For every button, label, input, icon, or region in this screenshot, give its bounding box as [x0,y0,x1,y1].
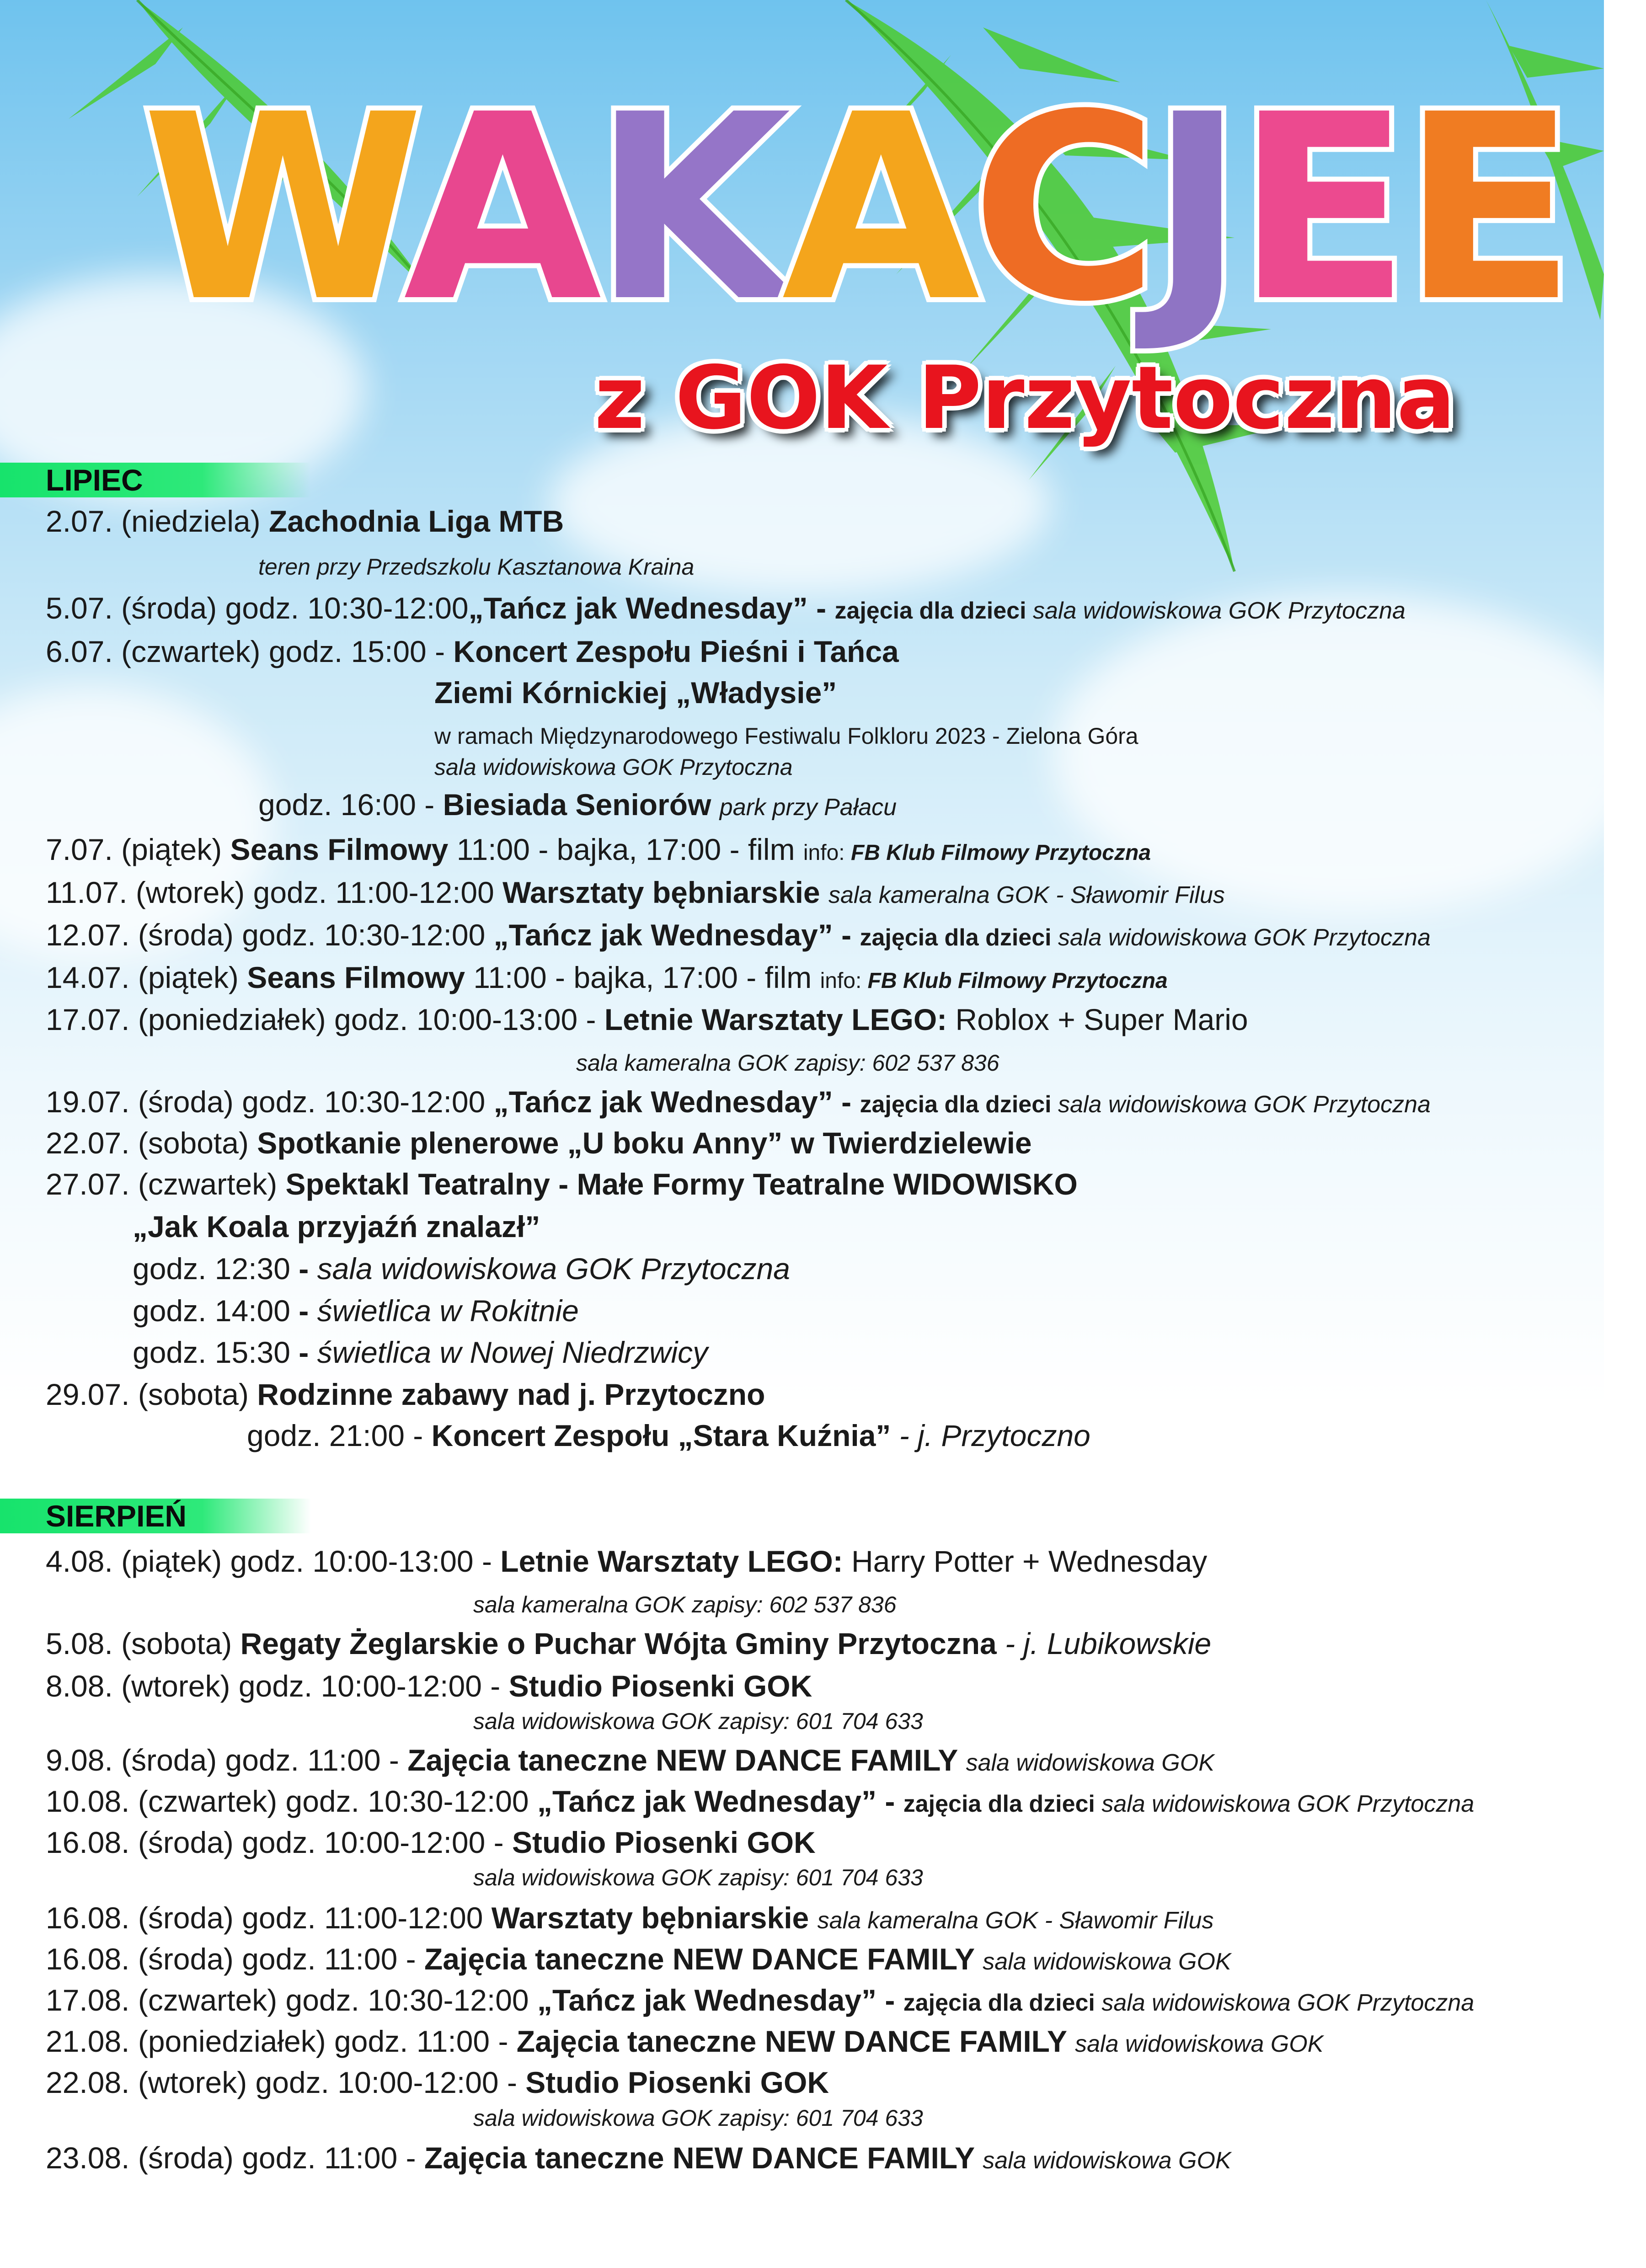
event-line [46,1941,1231,1980]
event-text: 22.08. (wtorek) godz. 10:00-12:00 - [46,2065,526,2099]
event-text: sala kameralna GOK - Sławomir Filus [817,1907,1214,1934]
event-text: godz. 16:00 - [258,788,443,822]
event-text: 11:00 - bajka, 17:00 - film [456,832,803,866]
event-text: 27.07. (czwartek) [46,1167,286,1201]
event-text: 23.08. (środa) godz. 11:00 - [46,2141,424,2175]
event-text: 16.08. (środa) godz. 10:00-12:00 - [46,1825,512,1859]
event-text: 8.08. (wtorek) godz. 10:00-12:00 - [46,1669,509,1703]
event-text: teren przy Przedszkolu Kasztanowa Kraina [258,554,695,580]
event-text: info: [820,969,868,993]
event-line [46,1900,1214,1939]
event-text: 21.08. (poniedziałek) godz. 11:00 - [46,2024,517,2058]
event-text: - [299,1294,317,1328]
event-text: FB Klub Filmowy Przytoczna [867,969,1168,993]
event-detail [434,753,793,781]
event-text: „Tańcz jak Wednesday” - [468,591,835,625]
event-text: 17.07. (poniedziałek) godz. 10:00-13:00 - [46,1003,604,1036]
event-text: Harry Potter + Wednesday [851,1544,1208,1578]
event-text: sala widowiskowa GOK Przytoczna [1101,1990,1475,2016]
event-text: sala widowiskowa GOK Przytoczna [317,1252,791,1286]
event-line [46,2064,829,2101]
event-text: 12.07. (środa) godz. 10:30-12:00 [46,918,494,952]
event-line [46,1783,1474,1822]
event-line [46,1625,1211,1662]
event-line [46,1166,1078,1202]
event-text: 2.07. (niedziela) [46,504,269,538]
event-text: Rodzinne zabawy nad j. Przytoczno [257,1377,765,1411]
event-text: 10.08. (czwartek) godz. 10:30-12:00 [46,1784,537,1818]
event-text: „Tańcz jak Wednesday” - [537,1784,903,1818]
event-text: park przy Pałacu [719,794,897,821]
event-text: Studio Piosenki GOK [512,1825,816,1859]
event-line [46,917,1431,956]
event-text: godz. 21:00 - [247,1419,432,1452]
event-detail [258,553,694,581]
event-detail [473,2104,923,2132]
event-text: Seans Filmowy [230,832,457,866]
event-text: w ramach Międzynarodowego Festiwalu Folkloru 2023 - Zielona Góra [434,723,1138,749]
event-line [46,1982,1474,2021]
event-text: 4.08. (piątek) godz. 10:00-13:00 - [46,1544,501,1578]
event-detail [576,1049,999,1077]
event-text: Spektakl Teatralny - Małe Formy Teatralne WIDOWISKO [285,1167,1078,1201]
title-letter: A [781,60,971,358]
event-line [46,959,1168,999]
title-letter: E [1235,60,1402,358]
event-text: zajęcia dla dzieci [903,1990,1102,2016]
event-text: zajęcia dla dzieci [834,598,1033,624]
event-line [46,874,1225,913]
event-text: 22.07. (sobota) [46,1126,257,1160]
month-header-august: SIERPIEŃ [0,1499,311,1533]
event-line [46,1543,1207,1580]
event-text: sala kameralna GOK zapisy: 602 537 836 [576,1050,999,1076]
svg-text:WAKACJEE [142,60,1567,358]
event-text: sala kameralna GOK zapisy: 602 537 836 [473,1592,897,1617]
event-text: 7.07. (piątek) [46,832,230,866]
event-text: sala widowiskowa GOK [983,1948,1231,1975]
event-text: FB Klub Filmowy Przytoczna [850,841,1151,865]
event-line [46,1824,816,1861]
event-text: sala widowiskowa GOK Przytoczna [1032,598,1406,624]
event-text: Warsztaty bębniarskie [502,875,828,909]
event-text: 16.08. (środa) godz. 11:00-12:00 [46,1901,492,1935]
event-line [46,1668,812,1704]
event-text: Zajęcia taneczne NEW DANCE FAMILY [516,2024,1075,2058]
event-text: info: [803,841,851,865]
event-text: godz. 15:30 [133,1335,299,1369]
event-text: 5.08. (sobota) [46,1627,240,1660]
event-text: sala widowiskowa GOK Przytoczna [434,754,793,780]
event-text: Zajęcia taneczne NEW DANCE FAMILY [424,2141,983,2175]
event-line [46,1083,1431,1123]
event-text: 11.07. (wtorek) godz. 11:00-12:00 [46,875,503,909]
event-text: zajęcia dla dzieci [860,1091,1058,1118]
event-line [434,674,837,711]
event-line [258,786,897,826]
event-detail [434,722,1138,750]
event-text: „Jak Koala przyjaźń znalazł” [133,1210,540,1243]
title-letter: C [971,60,1150,358]
event-text: 14.07. (piątek) [46,961,247,994]
event-text: - [299,1335,317,1369]
event-detail [473,1591,897,1618]
event-text: sala widowiskowa GOK zapisy: 601 704 633 [473,2105,923,2131]
event-line [46,1742,1214,1781]
event-text: Zajęcia taneczne NEW DANCE FAMILY [424,1942,983,1976]
event-line [46,503,564,539]
event-text: zajęcia dla dzieci [903,1791,1102,1817]
event-text: godz. 14:00 [133,1294,299,1328]
event-text: - j. Lubikowskie [1005,1627,1212,1660]
event-line [46,633,899,670]
event-text: 16.08. (środa) godz. 11:00 - [46,1942,424,1976]
event-text: świetlica w Rokitnie [317,1294,579,1328]
event-text: sala widowiskowa GOK Przytoczna [1058,924,1431,951]
event-text: 11:00 - bajka, 17:00 - film [473,961,820,994]
event-text: sala widowiskowa GOK [983,2147,1231,2174]
event-line [46,1376,765,1413]
event-text: - [299,1252,317,1286]
event-text: Letnie Warsztaty LEGO: [604,1003,956,1036]
event-text: 17.08. (czwartek) godz. 10:30-12:00 [46,1983,537,2017]
event-text: Regaty Żeglarskie o Puchar Wójta Gminy Przytoczna [240,1627,1005,1660]
event-line [46,831,1151,871]
event-text: sala widowiskowa GOK [966,1750,1214,1776]
event-text: Biesiada Seniorów [443,788,720,822]
title-letter: K [592,60,782,358]
event-line [46,2140,1231,2179]
event-text: 9.08. (środa) godz. 11:00 - [46,1743,408,1777]
event-text: 29.07. (sobota) [46,1377,257,1411]
event-text: sala widowiskowa GOK zapisy: 601 704 633 [473,1708,923,1734]
event-text: Studio Piosenki GOK [508,1669,812,1703]
event-text: sala widowiskowa GOK [1075,2031,1324,2057]
event-text: Zajęcia taneczne NEW DANCE FAMILY [407,1743,966,1777]
event-text: 5.07. (środa) godz. 10:30-12:00 [46,591,469,625]
wakacje-title [137,60,1567,358]
event-text: Warsztaty bębniarskie [491,1901,818,1935]
event-text: Ziemi Kórnickiej „Władysie” [434,676,837,710]
event-text: Letnie Warsztaty LEGO: [500,1544,851,1578]
event-detail [473,1708,923,1735]
event-text: Spotkanie plenerowe „U boku Anny” w Twierdzielewie [257,1126,1032,1160]
event-line [46,2023,1323,2062]
event-line [133,1208,540,1245]
event-line [133,1250,790,1287]
event-text: „Tańcz jak Wednesday” - [493,1085,860,1119]
event-text: sala widowiskowa GOK zapisy: 601 704 633 [473,1865,923,1890]
event-text: 19.07. (środa) godz. 10:30-12:00 [46,1085,494,1119]
event-detail [473,1864,923,1891]
event-line [46,590,1406,629]
event-text: Koncert Zespołu Pieśni i Tańca [453,635,899,668]
event-line [133,1334,708,1371]
event-line [133,1292,579,1329]
event-text: Roblox + Super Mario [955,1003,1248,1036]
event-text: „Tańcz jak Wednesday” - [537,1983,903,2017]
event-text: godz. 12:30 [133,1252,299,1286]
title-letter: J [1149,60,1236,358]
event-text: sala widowiskowa GOK Przytoczna [1101,1791,1475,1817]
subtitle: z GOK Przytoczna [594,347,1456,448]
event-text: sala widowiskowa GOK Przytoczna [1058,1091,1431,1118]
month-header-july: LIPIEC [0,463,311,497]
event-line [247,1417,1090,1454]
event-text: 6.07. (czwartek) godz. 15:00 - [46,635,454,668]
event-text: Zachodnia Liga MTB [268,504,564,538]
event-text: zajęcia dla dzieci [860,924,1058,951]
event-text: Seans Filmowy [247,961,474,994]
event-text: Studio Piosenki GOK [525,2065,829,2099]
title-letter: A [403,60,593,358]
event-text: „Tańcz jak Wednesday” - [493,918,860,952]
event-text: sala kameralna GOK - Sławomir Filus [828,882,1225,908]
title-letter: E [1401,60,1567,358]
event-text: świetlica w Nowej Niedrzwicy [317,1335,708,1369]
event-line [46,1125,1032,1161]
event-line [46,1001,1248,1038]
event-text: Koncert Zespołu „Stara Kuźnia” [431,1419,899,1452]
event-text: - j. Przytoczno [899,1419,1090,1452]
title-letter: W [142,60,404,358]
